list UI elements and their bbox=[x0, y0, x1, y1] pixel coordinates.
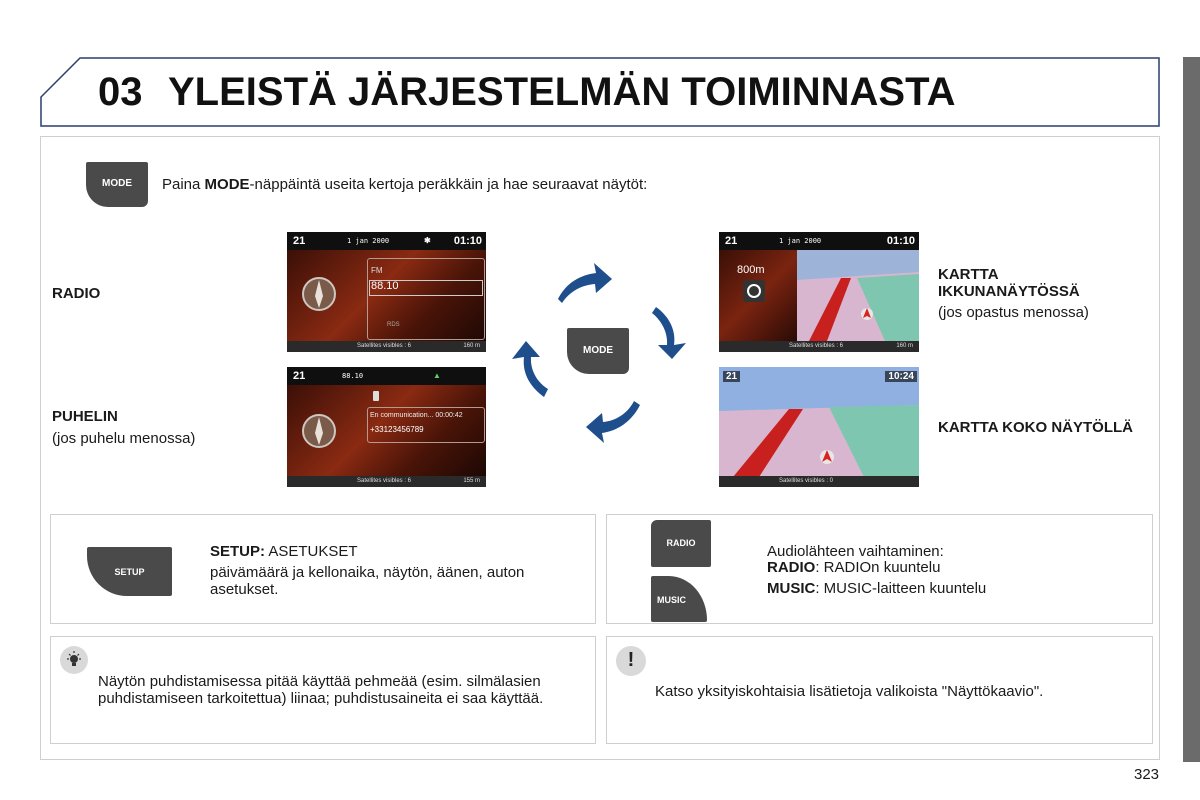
mode-key bbox=[86, 162, 148, 207]
page-number: 323 bbox=[1134, 766, 1160, 783]
arrow-top-icon bbox=[558, 263, 612, 303]
map-full-view bbox=[719, 367, 919, 487]
bluetooth-icon: ✱ bbox=[424, 236, 431, 245]
audio-line-1: Audiolähteen vaihtaminen: bbox=[767, 543, 944, 560]
radio-label: RADIO bbox=[52, 285, 101, 302]
intro-text: Paina MODE-näppäintä useita kertoja peräkkäin ja hae seuraavat näytöt: bbox=[162, 176, 648, 193]
page-title: YLEISTÄ JÄRJESTELMÄN TOIMINNASTA bbox=[168, 70, 956, 114]
phone-status-bar: 21 88.10 ▲ bbox=[287, 367, 486, 385]
exclamation-icon: ! bbox=[616, 646, 646, 676]
phone-number: +33123456789 bbox=[370, 425, 424, 434]
radio-status-bar: 21 1 jan 2000 ✱ 01:10 bbox=[287, 232, 486, 250]
map-view bbox=[797, 250, 919, 341]
arrow-bottom-icon bbox=[586, 401, 640, 443]
map-full-label: KARTTA KOKO NÄYTÖLLÄ bbox=[938, 419, 1133, 436]
radio-screen: 21 1 jan 2000 ✱ 01:10 FM 88.10 RDS Satellites visibles : 6 160 m bbox=[287, 232, 486, 352]
phone-note: (jos puhelu menossa) bbox=[52, 430, 196, 447]
chapter-number: 03 bbox=[98, 70, 143, 114]
compass-icon bbox=[299, 411, 339, 451]
radio-key: RADIO bbox=[651, 520, 711, 567]
warning-text: Katso yksityiskohtaisia lisätietoja valikoista "Näyttökaavio". bbox=[655, 683, 1044, 700]
compass-icon bbox=[299, 274, 339, 314]
setup-description: päivämäärä ja kellonaika, näytön, äänen, auton asetukset. bbox=[210, 564, 525, 598]
signal-icon: ▲ bbox=[433, 371, 441, 380]
mode-key-label: MODE bbox=[102, 178, 132, 189]
side-tab bbox=[1183, 57, 1200, 762]
setup-title: SETUP: ASETUKSET bbox=[210, 543, 358, 560]
tip-text: Näytön puhdistamisessa pitää käyttää pehmeää (esim. silmälasien puhdistamiseen tarkoitettua) liinaa; puhdistusaineita ei saa käyttää. bbox=[98, 673, 544, 707]
map-window-label-2: IKKUNANÄYTÖSSÄ bbox=[938, 283, 1080, 300]
roundabout-icon bbox=[743, 280, 765, 302]
audio-radio-line: RADIO: RADIOn kuuntelu bbox=[767, 559, 941, 576]
arrow-right-icon bbox=[652, 307, 686, 359]
phone-label: PUHELIN bbox=[52, 408, 118, 425]
setup-key: SETUP bbox=[87, 547, 172, 596]
map-window-status-bar: 21 1 jan 2000 01:10 bbox=[719, 232, 919, 250]
map-window-label-1: KARTTA bbox=[938, 266, 999, 283]
lightbulb-icon bbox=[60, 646, 88, 674]
phone-screen: 21 88.10 ▲ En communication... 00:00:42 +33123456789 Satellites visibles : 6 155 m bbox=[287, 367, 486, 487]
radio-frequency: 88.10 bbox=[371, 280, 399, 292]
intro-mode-word: MODE bbox=[204, 176, 250, 193]
mode-key-center: MODE bbox=[567, 328, 629, 374]
map-full-screen: 21 10:24 Satellites visibles : 0 bbox=[719, 367, 919, 487]
audio-music-line: MUSIC: MUSIC-laitteen kuuntelu bbox=[767, 580, 987, 597]
arrow-left-icon bbox=[512, 341, 548, 397]
maneuver-distance: 800m bbox=[737, 264, 765, 276]
map-window-screen: 21 1 jan 2000 01:10 800m Satellites visibles : 6 160 m bbox=[719, 232, 919, 352]
phone-icon bbox=[373, 391, 379, 401]
map-window-note: (jos opastus menossa) bbox=[938, 304, 1089, 321]
music-key: MUSIC bbox=[651, 576, 707, 622]
